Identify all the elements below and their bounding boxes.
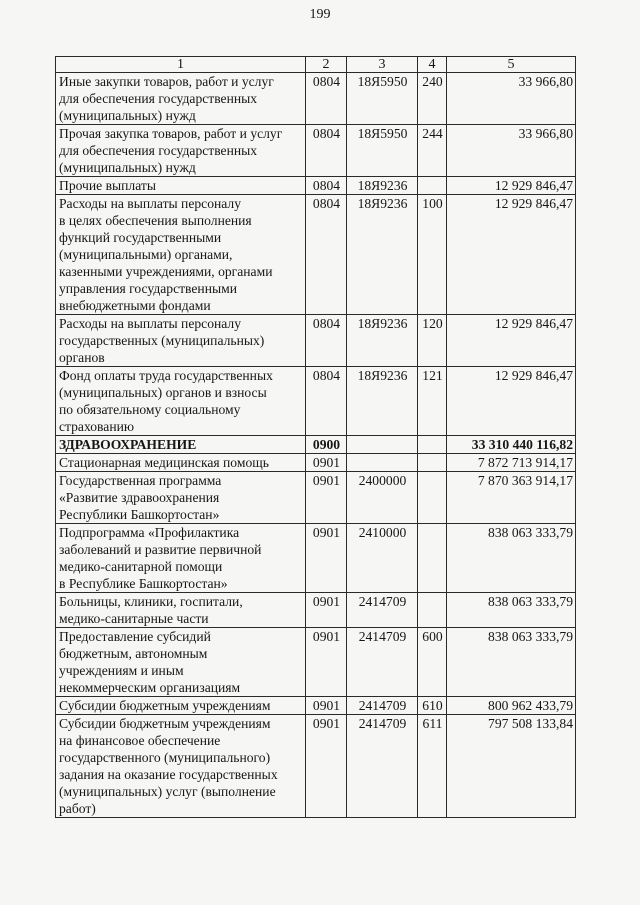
table-row — [56, 454, 576, 472]
cell-target-item: 18Я9236 — [347, 177, 418, 195]
cell-expense-type — [418, 177, 447, 195]
table-row — [56, 125, 576, 177]
cell-section: 0901 — [306, 524, 347, 593]
cell-section: 0901 — [306, 454, 347, 472]
cell-expense-type: 240 — [418, 73, 447, 125]
cell-target-item: 2414709 — [347, 593, 418, 628]
cell-name: ЗДРАВООХРАНЕНИЕ — [56, 436, 306, 454]
table-row — [56, 472, 576, 524]
cell-expense-type: 611 — [418, 715, 447, 818]
cell-section: 0901 — [306, 472, 347, 524]
table-row — [56, 195, 576, 315]
table-header-row — [56, 57, 576, 73]
cell-target-item: 2414709 — [347, 715, 418, 818]
cell-section: 0804 — [306, 73, 347, 125]
cell-amount: 12 929 846,47 — [447, 177, 576, 195]
cell-expense-type: 100 — [418, 195, 447, 315]
cell-section: 0804 — [306, 367, 347, 436]
cell-amount: 12 929 846,47 — [447, 367, 576, 436]
cell-target-item — [347, 436, 418, 454]
cell-name: Больницы, клиники, госпитали, медико-санитарные части — [56, 593, 306, 628]
table-row — [56, 715, 576, 818]
table-row — [56, 73, 576, 125]
budget-table — [55, 56, 576, 818]
cell-target-item: 18Я9236 — [347, 315, 418, 367]
cell-name: Субсидии бюджетным учреждениям — [56, 697, 306, 715]
table-row — [56, 436, 576, 454]
cell-section: 0804 — [306, 125, 347, 177]
column-header-section: 2 — [306, 57, 347, 73]
cell-amount: 7 870 363 914,17 — [447, 472, 576, 524]
table-row — [56, 367, 576, 436]
cell-section: 0901 — [306, 628, 347, 697]
cell-expense-type — [418, 454, 447, 472]
cell-expense-type: 244 — [418, 125, 447, 177]
cell-expense-type — [418, 472, 447, 524]
cell-amount: 33 966,80 — [447, 73, 576, 125]
table-row — [56, 593, 576, 628]
cell-section: 0900 — [306, 436, 347, 454]
cell-target-item — [347, 454, 418, 472]
cell-target-item: 2410000 — [347, 524, 418, 593]
column-header-expense-type: 4 — [418, 57, 447, 73]
cell-target-item: 2414709 — [347, 628, 418, 697]
cell-expense-type — [418, 593, 447, 628]
cell-amount: 7 872 713 914,17 — [447, 454, 576, 472]
cell-amount: 838 063 333,79 — [447, 593, 576, 628]
cell-target-item: 18Я5950 — [347, 125, 418, 177]
cell-amount: 33 310 440 116,82 — [447, 436, 576, 454]
cell-section: 0901 — [306, 715, 347, 818]
cell-amount: 12 929 846,47 — [447, 315, 576, 367]
column-header-name: 1 — [56, 57, 306, 73]
cell-section: 0804 — [306, 177, 347, 195]
cell-amount: 800 962 433,79 — [447, 697, 576, 715]
cell-target-item: 2414709 — [347, 697, 418, 715]
table-row — [56, 628, 576, 697]
cell-expense-type: 120 — [418, 315, 447, 367]
table-row — [56, 524, 576, 593]
cell-name: Субсидии бюджетным учреждениям на финансовое обеспечение государственного (муниципального) задания на оказание государственных (муниципальных) услуг (выполнение работ) — [56, 715, 306, 818]
cell-section: 0901 — [306, 697, 347, 715]
cell-amount: 838 063 333,79 — [447, 524, 576, 593]
cell-name: Подпрограмма «Профилактика заболеваний и развитие первичной медико-санитарной помощи в Республике Башкортостан» — [56, 524, 306, 593]
cell-expense-type — [418, 524, 447, 593]
column-header-amount: 5 — [447, 57, 576, 73]
cell-name: Стационарная медицинская помощь — [56, 454, 306, 472]
table-row — [56, 697, 576, 715]
cell-amount: 33 966,80 — [447, 125, 576, 177]
cell-amount: 838 063 333,79 — [447, 628, 576, 697]
cell-name: Расходы на выплаты персоналу государственных (муниципальных) органов — [56, 315, 306, 367]
cell-section: 0901 — [306, 593, 347, 628]
cell-name: Фонд оплаты труда государственных (муниципальных) органов и взносы по обязательному социальному страхованию — [56, 367, 306, 436]
cell-name: Предоставление субсидий бюджетным, автономным учреждениям и иным некоммерческим организациям — [56, 628, 306, 697]
cell-name: Государственная программа «Развитие здравоохранения Республики Башкортостан» — [56, 472, 306, 524]
cell-target-item: 18Я9236 — [347, 195, 418, 315]
cell-name: Расходы на выплаты персоналу в целях обеспечения выполнения функций государственными (муниципальными) органами, казенными учреждениями, органами управления государственными внебюджетными фондами — [56, 195, 306, 315]
cell-expense-type: 600 — [418, 628, 447, 697]
column-header-target-item: 3 — [347, 57, 418, 73]
cell-expense-type: 610 — [418, 697, 447, 715]
cell-expense-type: 121 — [418, 367, 447, 436]
cell-amount: 797 508 133,84 — [447, 715, 576, 818]
page-number: 199 — [309, 7, 331, 22]
cell-amount: 12 929 846,47 — [447, 195, 576, 315]
cell-section: 0804 — [306, 195, 347, 315]
table-row — [56, 315, 576, 367]
cell-name: Прочая закупка товаров, работ и услуг для обеспечения государственных (муниципальных) нужд — [56, 125, 306, 177]
cell-expense-type — [418, 436, 447, 454]
cell-target-item: 18Я9236 — [347, 367, 418, 436]
cell-name: Прочие выплаты — [56, 177, 306, 195]
cell-name: Иные закупки товаров, работ и услуг для обеспечения государственных (муниципальных) нужд — [56, 73, 306, 125]
table-body — [56, 73, 576, 818]
cell-target-item: 2400000 — [347, 472, 418, 524]
cell-target-item: 18Я5950 — [347, 73, 418, 125]
cell-section: 0804 — [306, 315, 347, 367]
table-row — [56, 177, 576, 195]
